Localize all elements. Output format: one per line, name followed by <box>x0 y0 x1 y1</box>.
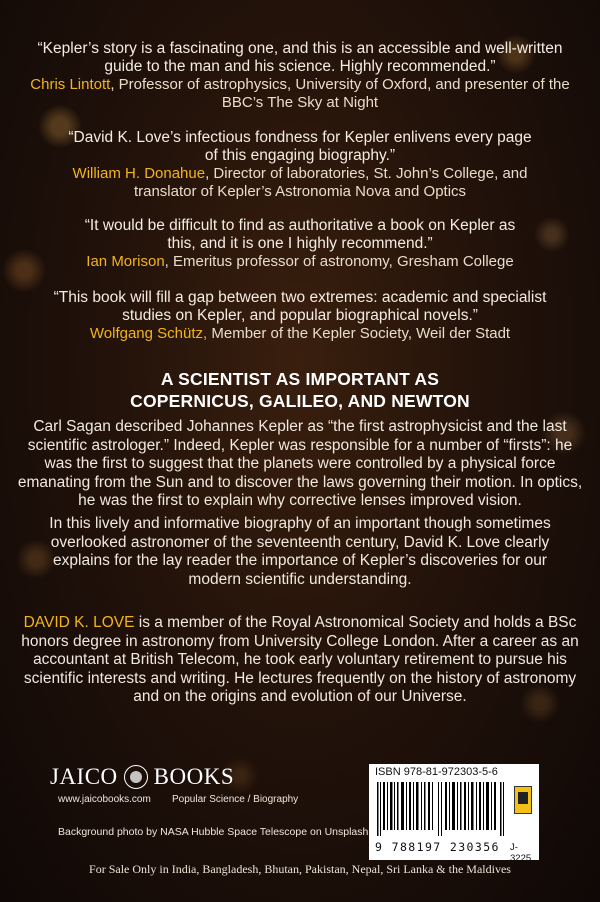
description-paragraph-2: In this lively and informative biography of an important though sometimes overlooked astronomer of the seventeenth century, David K. Love clearly explains for the lay reader the importance of Kepler’s discoveries for our modern scientific understanding. <box>49 515 551 588</box>
quote-text: “David K. Love’s infectious fondness for Kepler enlivens every page of this engaging biography.” <box>68 129 532 164</box>
quote-author-role: , Emeritus professor of astronomy, Gresham College <box>164 253 514 270</box>
quote-author-role: Member of the Kepler Society, Weil der Stadt <box>207 325 511 342</box>
quote-text: “Kepler’s story is a fascinating one, and this is an accessible and well-written guide to the man and his science. Highly recommended.” <box>37 40 563 75</box>
quote-attribution <box>70 253 530 271</box>
quote-author-role: , Professor of astrophysics, University of Oxford, and presenter of the BBC’s The Sky at Night <box>110 76 570 111</box>
quote-donahue <box>60 129 540 201</box>
for-sale-notice: For Sale Only in India, Bangladesh, Bhutan, Pakistan, Nepal, Sri Lanka & the Maldives <box>89 862 511 876</box>
quote-text: “It would be difficult to find as authoritative a book on Kepler as this, and it is one I highly recommend.” <box>84 217 516 252</box>
quote-author-name: William H. Donahue <box>72 165 206 182</box>
description-paragraph-1: Carl Sagan described Johannes Kepler as “the first astrophysicist and the last scientific astrologer.” Indeed, Kepler was responsible for a number of “firsts”: he was the first to suggest that the planets were controlled by a physical force emanating from the Sun and to discover the laws governing their motion. In optics, he was the first to explain why corrective lenses improved vision. <box>17 418 583 510</box>
heading-line-1: A SCIENTIST AS IMPORTANT AS <box>160 369 440 389</box>
quote-author-name: Ian Morison <box>86 253 165 270</box>
author-bio-text: is a member of the Royal Astronomical Society and holds a BSc honors degree in astronomy from University College London. After a career as an accountant at British Telecom, he took early voluntary retirement to pursue his scientific interests and writing. He lectures frequently on the history of astronomy and on the origins and evolution of our Universe. <box>21 614 579 706</box>
isbn-label: ISBN 978-81-972303-5-6 <box>375 766 498 778</box>
quote-attribution <box>30 76 570 112</box>
author-name: DAVID K. LOVE <box>23 614 135 631</box>
section-heading <box>20 368 580 412</box>
publisher-logo <box>50 764 234 790</box>
quote-lintott <box>30 40 570 112</box>
quote-morison <box>70 217 530 271</box>
publisher-badge-icon <box>514 786 532 814</box>
quote-attribution <box>60 165 540 201</box>
quote-text: “This book will fill a gap between two extremes: academic and specialist studies on Kepler, and popular biographical novels.” <box>53 289 547 324</box>
quote-schutz <box>50 289 550 343</box>
photo-credit: Background photo by NASA Hubble Space Telescope on Unsplash <box>58 826 369 838</box>
barcode-icon <box>375 782 507 836</box>
heading-line-2: COPERNICUS, GALILEO, AND NEWTON <box>130 391 470 411</box>
book-code: J-3225 <box>510 842 532 864</box>
jaico-emblem-icon <box>124 765 148 789</box>
barcode-number: 9 788197 230356 <box>375 840 500 854</box>
quote-author-name: Wolfgang Schütz, <box>89 325 208 342</box>
quote-author-name: Chris Lintott <box>30 76 111 93</box>
publisher-name-left: JAICO <box>50 764 118 789</box>
author-bio <box>20 614 580 707</box>
isbn-barcode-box <box>369 764 539 864</box>
quote-attribution <box>50 325 550 343</box>
publisher-website: www.jaicobooks.com <box>58 794 151 805</box>
quote-author-role: , Director of laboratories, St. John’s College, and translator of Kepler’s Astronomia Nova and Optics <box>133 165 528 200</box>
publisher-name-right: BOOKS <box>153 764 235 789</box>
book-category: Popular Science / Biography <box>172 794 299 805</box>
